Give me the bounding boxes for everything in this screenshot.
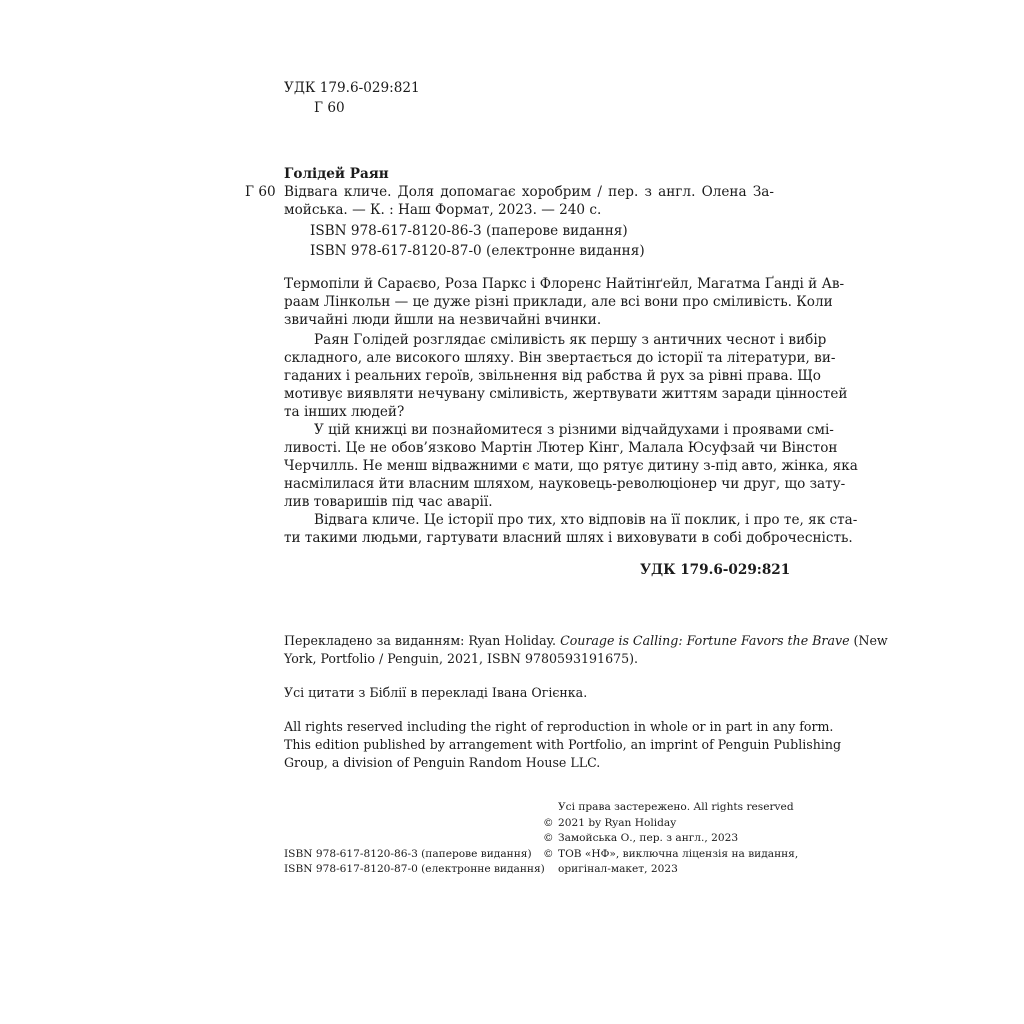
udc-code-bottom: УДК 179.6-029:821 [640,562,791,578]
original-title: Courage is Calling: Fortune Favors the Brave [560,633,850,648]
annotation-line: мотивує виявляти нечувану сміливість, жертвувати життям заради цінностей [284,386,848,402]
isbn-bottom-electronic: ISBN 978-617-8120-87-0 (електронне видання) [284,863,545,875]
annotation-line: ти такими людьми, гартувати власний шлях і виховувати в собі доброчесність. [284,530,853,546]
translation-note-line-2: York, Portfolio / Penguin, 2021, ISBN 9780593191675). [284,651,639,666]
annotation-line: лив товаришів під час аварії. [284,494,493,510]
copyright-item: Замойська О., пер. з англ., 2023 [558,832,739,844]
copyright-header: Усі права застережено. All rights reserved [558,801,794,813]
author-name: Голідей Раян [284,166,389,182]
annotation-line: ливості. Це не обов’язково Мартін Лютер Кінг, Малала Юсуфзай чи Вінстон [284,440,838,456]
annotation-line: та інших людей? [284,404,405,420]
rights-line: All rights reserved including the right of reproduction in whole or in part in any form. [284,719,834,734]
side-author-mark: Г 60 [245,184,276,200]
copyright-symbol: © [543,816,554,829]
translation-suffix: (New [849,633,888,648]
isbn-print: ISBN 978-617-8120-86-3 (паперове видання) [310,223,628,239]
annotation-line: У цій книжці ви познайомитеся з різними відчайдухами і проявами смі- [314,422,834,438]
translation-note-line-1 [284,632,888,650]
annotation-line: раам Лінкольн — це дуже різні приклади, але всі вони про сміливість. Коли [284,294,833,310]
isbn-electronic: ISBN 978-617-8120-87-0 (електронне видання) [310,243,645,259]
annotation-line: Відвага кличе. Це історії про тих, хто відповів на її поклик, і про те, як ста- [314,512,858,528]
author-mark: Г 60 [314,100,345,116]
copyright-symbol: © [543,832,554,844]
bibliographic-line-1: Відвага кличе. Доля допомагає хоробрим / пер. з англ. Олена За- [284,184,774,200]
udc-code: УДК 179.6-029:821 [284,80,420,96]
bible-note: Усі цитати з Біблії в перекладі Івана Огієнка. [284,685,588,700]
copyright-continuation: оригінал-макет, 2023 [558,863,678,875]
annotation-line: Черчилль. Не менш відважними є мати, що рятує дитину з-під авто, жінка, яка [284,458,858,474]
annotation-line: гаданих і реальних героїв, звільнення від рабства й рух за рівні права. Що [284,368,821,384]
copyright-item: ТОВ «НФ», виключна ліцензія на видання, [558,847,799,860]
annotation-line: складного, але високого шляху. Він звертається до історії та літератури, ви- [284,350,836,366]
copyright-symbol: © [543,847,554,860]
isbn-bottom-print: ISBN 978-617-8120-86-3 (паперове видання) [284,847,532,860]
bibliographic-line-2: мойська. — К. : Наш Формат, 2023. — 240 с. [284,202,602,218]
rights-line: Group, a division of Penguin Random House LLC. [284,755,601,770]
rights-line: This edition published by arrangement with Portfolio, an imprint of Penguin Publishing [284,737,842,752]
annotation-line: насмілилася йти власним шляхом, науковець-революціонер чи друг, що зату- [284,476,846,492]
annotation-line: Термопіли й Сараєво, Роза Паркс і Флоренс Найтінґейл, Магатма Ґанді й Ав- [284,276,845,292]
annotation-line: Раян Голідей розглядає сміливість як першу з античних чеснот і вибір [314,332,827,348]
translation-prefix: Перекладено за виданням: Ryan Holiday. [284,633,561,648]
copyright-item: 2021 by Ryan Holiday [558,816,677,829]
annotation-line: звичайні люди йшли на незвичайні вчинки. [284,312,602,328]
